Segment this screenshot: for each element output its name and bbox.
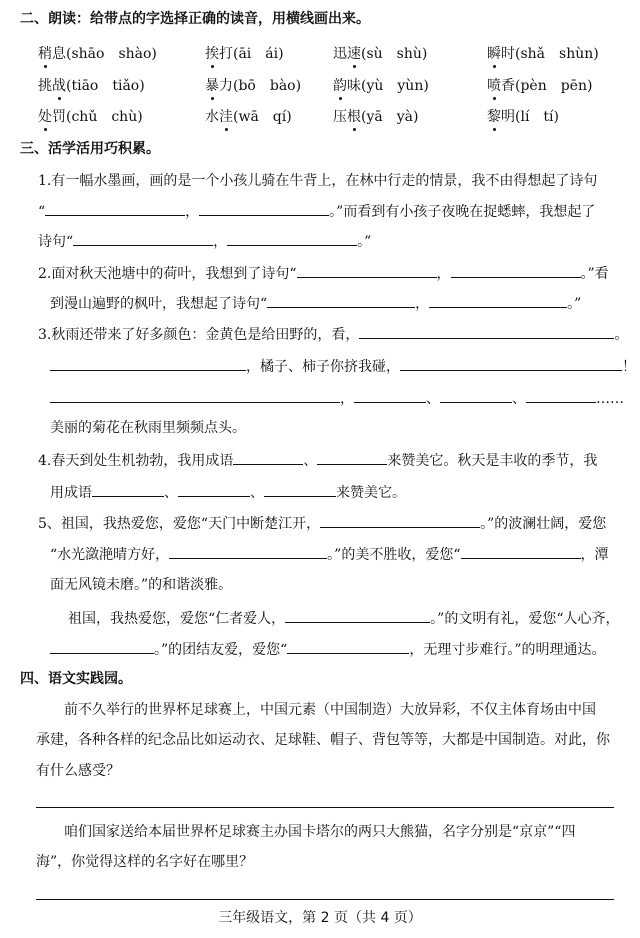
answer-blank[interactable] (359, 325, 614, 339)
pinyin-item: 瞬时(shǎ shùn) (487, 46, 599, 62)
passage1-line1: 前不久举行的世界杯足球赛上，中国元素（中国制造）大放异彩，不仅主体育场由中国 (64, 702, 596, 718)
q4-line1: 4.春天到处生机勃勃，我用成语 、 来赞美它。秋天是丰收的季节，我 (38, 453, 598, 469)
section4-heading: 四、语文实践园。 (20, 671, 132, 687)
answer-blank[interactable] (233, 451, 303, 465)
answer-blank[interactable] (297, 264, 437, 278)
q3-line1: 3.秋雨还带来了好多颜色：金黄色是给田野的，看， 。 (38, 327, 629, 343)
q5-line3: 面无风镜未磨。”的和谐淡雅。 (50, 577, 233, 593)
section3-heading: 三、活学活用巧积累。 (20, 141, 160, 157)
answer-blank[interactable] (287, 640, 409, 654)
pinyin-item: 暴力(bō bào) (205, 78, 302, 94)
pinyin-item: 处罚(chǔ chù) (38, 109, 143, 125)
answer-line[interactable] (36, 899, 614, 900)
pinyin-item: 韵味(yù yùn) (333, 78, 429, 94)
answer-blank[interactable] (178, 483, 250, 497)
answer-blank[interactable] (285, 609, 430, 623)
answer-blank[interactable] (169, 545, 327, 559)
passage1-line2: 承建，各种各样的纪念品比如运动衣、足球鞋、帽子、背包等等，大都是中国制造。对此，你 (36, 732, 610, 748)
answer-blank[interactable] (267, 294, 415, 308)
answer-blank[interactable] (50, 640, 154, 654)
q2-line1: 2.面对秋天池塘中的荷叶，我想到了诗句“ ， 。”看 (38, 266, 609, 282)
q3-line3: ， 、 、 …… (50, 389, 624, 408)
answer-blank[interactable] (264, 483, 336, 497)
answer-blank[interactable] (526, 389, 596, 403)
answer-blank[interactable] (320, 514, 480, 528)
pinyin-item: 水洼(wā qí) (205, 109, 292, 125)
answer-blank[interactable] (50, 357, 246, 371)
answer-blank[interactable] (440, 389, 512, 403)
q5-line5: 。”的团结友爱，爱您“ ，无理寸步难行。”的明理通达。 (50, 640, 606, 659)
q1-line1: 1.有一幅水墨画，画的是一个小孩儿骑在牛背上，在林中行走的情景，我不由得想起了诗句 (38, 173, 598, 189)
answer-blank[interactable] (461, 545, 581, 559)
answer-blank[interactable] (227, 232, 357, 246)
pinyin-item: 挨打(āi ái) (205, 46, 284, 62)
q1-line3: 诗句“ ， 。” (38, 234, 372, 250)
answer-blank[interactable] (73, 232, 213, 246)
pinyin-item: 压根(yā yà) (333, 109, 419, 125)
passage1-line3: 有什么感受？ (36, 763, 120, 779)
q5-line4: 祖国，我热爱您，爱您“仁者爱人， 。”的文明有礼，爱您“人心齐， (68, 611, 620, 627)
q1-line2: “ ， 。”而看到有小孩子夜晚在捉蟋蟀，我想起了 (38, 204, 596, 220)
answer-blank[interactable] (354, 389, 426, 403)
q5-line1: 5、祖国，我热爱您，爱您“天门中断楚江开， 。”的波澜壮阔，爱您 (38, 516, 607, 532)
answer-blank[interactable] (429, 294, 567, 308)
answer-blank[interactable] (50, 389, 340, 403)
q5-line2: “水光潋滟晴方好， 。”的美不胜收，爱您“ ，潭 (50, 547, 609, 563)
answer-blank[interactable] (451, 264, 581, 278)
q2-line2: 到漫山遍野的枫叶，我想起了诗句“ ， 。” (50, 296, 582, 312)
pinyin-item: 挑战(tiāo tiǎo) (38, 78, 145, 94)
answer-blank[interactable] (45, 202, 185, 216)
page-footer: 三年级语文，第 2 页（共 4 页） (218, 910, 422, 926)
answer-blank[interactable] (317, 451, 387, 465)
passage2-line2: 海”，你觉得这样的名字好在哪里？ (36, 854, 254, 870)
answer-line[interactable] (36, 807, 614, 808)
pinyin-item: 稍息(shāo shào) (38, 46, 157, 62)
answer-blank[interactable] (92, 483, 164, 497)
q3-line4: 美丽的菊花在秋雨里频频点头。 (50, 420, 246, 436)
pinyin-item: 喷香(pèn pēn) (487, 78, 593, 94)
section2-heading: 二、朗读：给带点的字选择正确的读音，用横线画出来。 (20, 11, 370, 27)
q3-line2: ，橘子、柿子你挤我碰， ！ (50, 357, 636, 376)
passage2-line1: 咱们国家送给本届世界杯足球赛主办国卡塔尔的两只大熊猫，名字分别是“京京”“四 (64, 824, 576, 840)
q4-line2: 用成语 、 、 来赞美它。 (50, 485, 406, 501)
answer-blank[interactable] (199, 202, 329, 216)
pinyin-item: 黎明(lí tí) (487, 109, 559, 125)
answer-blank[interactable] (400, 357, 622, 371)
pinyin-item: 迅速(sù shù) (333, 46, 428, 62)
